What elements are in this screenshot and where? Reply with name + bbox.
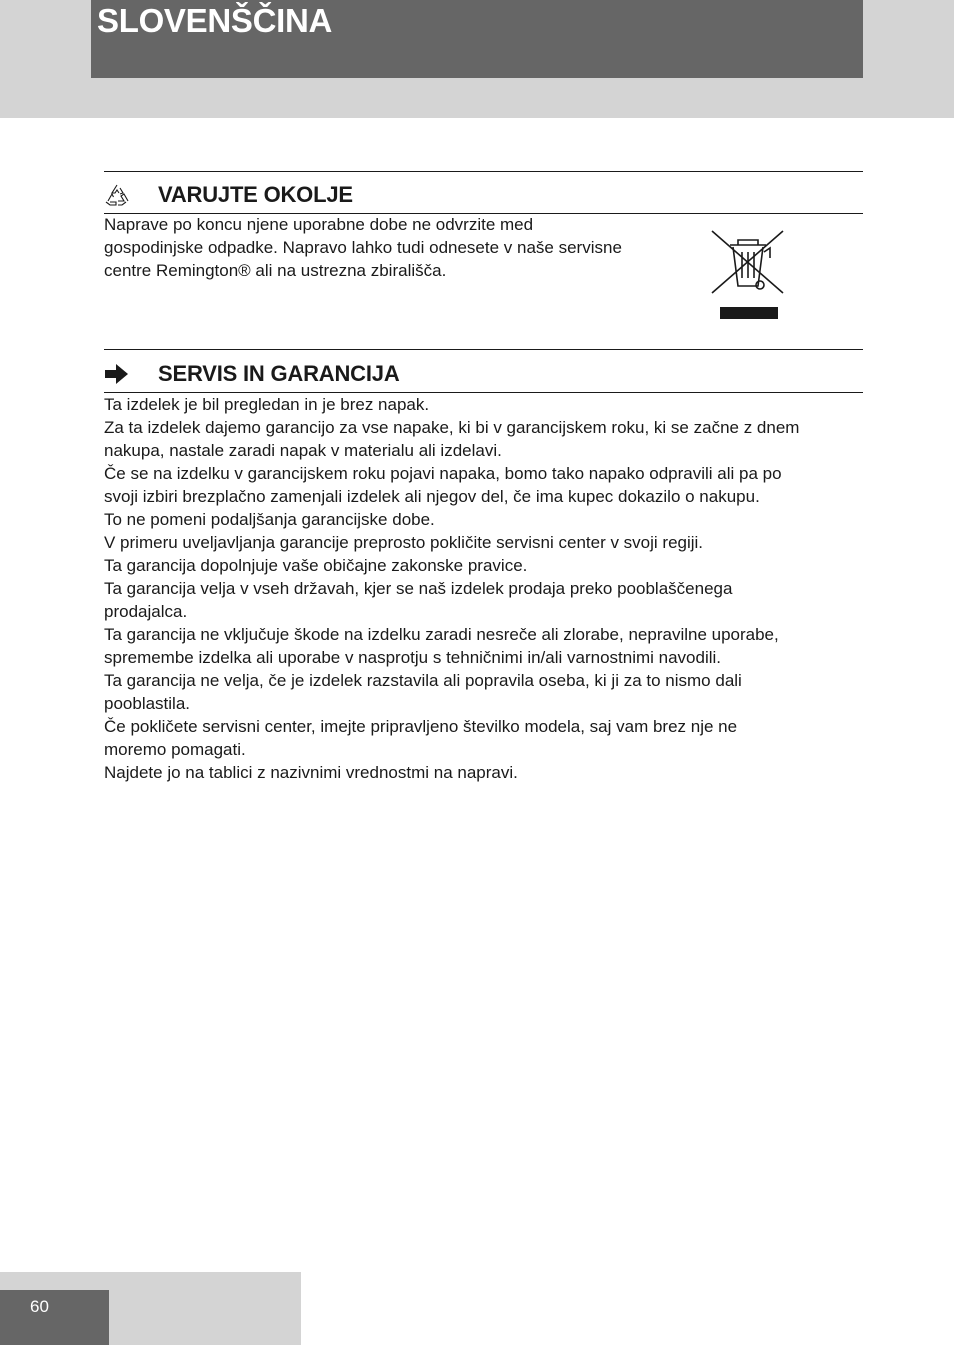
crossed-out-wheelie-bin-icon xyxy=(708,228,788,320)
text-line: Ta garancija ne vključuje škode na izdelku zaradi nesreče ali zlorabe, nepravilne uporabe, xyxy=(104,625,779,644)
arrow-right-icon xyxy=(104,362,132,386)
section-heading-environment xyxy=(104,182,863,208)
warranty-text xyxy=(104,393,799,784)
text-line: moremo pomagati. xyxy=(104,740,246,759)
text-line: nakupa, nastale zaradi napak v materialu ali izdelavi. xyxy=(104,441,502,460)
text-line: Za ta izdelek dajemo garancijo za vse napake, ki bi v garancijskem roku, ki se začne z dnem xyxy=(104,418,800,437)
text-line: Ta garancija velja v vseh državah, kjer se naš izdelek prodaja preko pooblaščenega xyxy=(104,579,733,598)
text-line: Ta izdelek je bil pregledan in je brez napak. xyxy=(104,395,430,414)
text-line: svoji izbiri brezplačno zamenjali izdelek ali njegov del, če ima kupec dokazilo o nakupu. xyxy=(104,487,760,506)
text-line: Če se na izdelku v garancijskem roku pojavi napaka, bomo tako napako odpravili ali pa po xyxy=(104,464,782,483)
text-line: V primeru uveljavljanja garancije preprosto pokličite servisni center v svoji regiji. xyxy=(104,533,704,552)
section-heading-service xyxy=(104,361,863,387)
environment-text xyxy=(104,213,622,282)
text-line: Ta garancija dopolnjuje vaše običajne zakonske pravice. xyxy=(104,556,528,575)
text-line: gospodinjske odpadke. Napravo lahko tudi odnesete v naše servisne xyxy=(104,238,622,257)
text-line: spremembe izdelka ali uporabe v nasprotju s tehničnimi in/ali varnostnimi navodili. xyxy=(104,648,722,667)
text-line: pooblastila. xyxy=(104,694,191,713)
text-line: Ta garancija ne velja, če je izdelek razstavila ali popravila oseba, ki ji za to nismo dali xyxy=(104,671,742,690)
text-line: centre Remington® ali na ustrezna zbirališča. xyxy=(104,261,447,280)
page-title: SLOVENŠČINA xyxy=(97,2,333,39)
text-line: prodajalca. xyxy=(104,602,188,621)
section-rule-top xyxy=(104,171,863,172)
section-title: SERVIS IN GARANCIJA xyxy=(158,361,400,386)
text-line: Naprave po koncu njene uporabne dobe ne odvrzite med xyxy=(104,215,534,234)
recycle-icon xyxy=(104,183,132,207)
title-bar xyxy=(91,0,863,78)
text-line: To ne pomeni podaljšanja garancijske dobe. xyxy=(104,510,435,529)
section-rule-top xyxy=(104,349,863,350)
text-line: Najdete jo na tablici z nazivnimi vrednostmi na napravi. xyxy=(104,763,518,782)
text-line: Če pokličete servisni center, imejte pripravljeno številko modela, saj vam brez nje ne xyxy=(104,717,738,736)
page-number-box xyxy=(0,1290,109,1345)
page-number: 60 xyxy=(30,1297,49,1316)
section-title: VARUJTE OKOLJE xyxy=(158,182,353,207)
